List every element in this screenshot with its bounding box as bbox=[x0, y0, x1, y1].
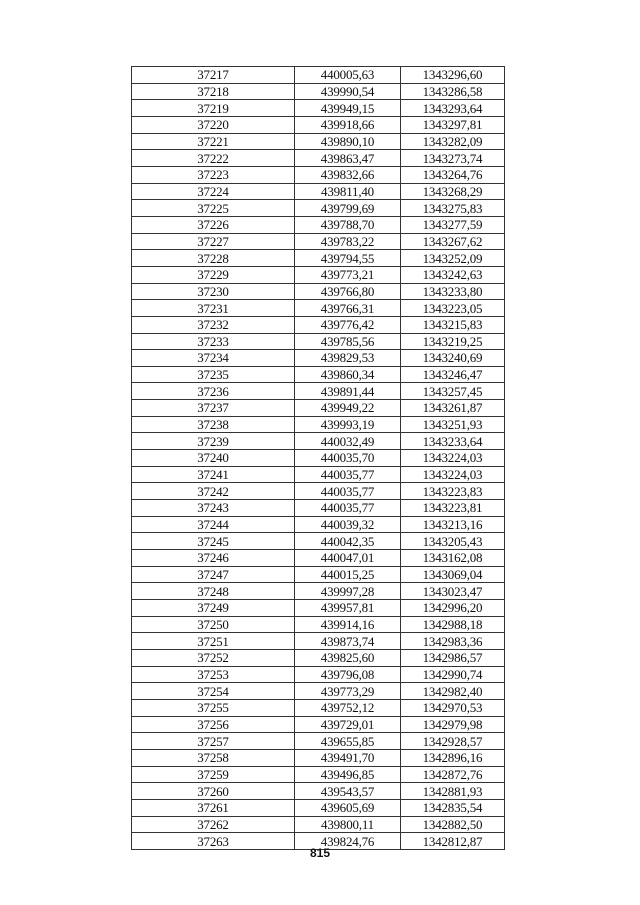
table-row bbox=[132, 166, 505, 183]
table-row bbox=[132, 516, 505, 533]
x-coordinate-cell: 440042,35 bbox=[295, 533, 401, 550]
y-coordinate-cell: 1342970,53 bbox=[401, 699, 505, 716]
x-coordinate-cell: 439811,40 bbox=[295, 183, 401, 200]
table-row bbox=[132, 316, 505, 333]
coordinates-table-body bbox=[132, 67, 505, 850]
x-coordinate-cell: 439863,47 bbox=[295, 150, 401, 167]
table-row bbox=[132, 550, 505, 567]
table-row bbox=[132, 283, 505, 300]
y-coordinate-cell: 1342990,74 bbox=[401, 666, 505, 683]
point-id-cell: 37219 bbox=[132, 100, 295, 117]
y-coordinate-cell: 1342881,93 bbox=[401, 783, 505, 800]
y-coordinate-cell: 1343069,04 bbox=[401, 566, 505, 583]
x-coordinate-cell: 440015,25 bbox=[295, 566, 401, 583]
y-coordinate-cell: 1343257,45 bbox=[401, 383, 505, 400]
y-coordinate-cell: 1342812,87 bbox=[401, 833, 505, 850]
table-row bbox=[132, 566, 505, 583]
table-row bbox=[132, 400, 505, 417]
table-row bbox=[132, 799, 505, 816]
x-coordinate-cell: 439825,60 bbox=[295, 649, 401, 666]
point-id-cell: 37221 bbox=[132, 133, 295, 150]
x-coordinate-cell: 439997,28 bbox=[295, 583, 401, 600]
table-row bbox=[132, 616, 505, 633]
y-coordinate-cell: 1342835,54 bbox=[401, 799, 505, 816]
point-id-cell: 37228 bbox=[132, 250, 295, 267]
y-coordinate-cell: 1343296,60 bbox=[401, 67, 505, 84]
x-coordinate-cell: 439773,21 bbox=[295, 266, 401, 283]
point-id-cell: 37218 bbox=[132, 83, 295, 100]
coordinates-table bbox=[131, 66, 505, 850]
point-id-cell: 37255 bbox=[132, 699, 295, 716]
x-coordinate-cell: 440039,32 bbox=[295, 516, 401, 533]
point-id-cell: 37233 bbox=[132, 333, 295, 350]
table-row bbox=[132, 483, 505, 500]
table-row bbox=[132, 150, 505, 167]
table-row bbox=[132, 433, 505, 450]
y-coordinate-cell: 1343277,59 bbox=[401, 216, 505, 233]
y-coordinate-cell: 1343273,74 bbox=[401, 150, 505, 167]
x-coordinate-cell: 439752,12 bbox=[295, 699, 401, 716]
y-coordinate-cell: 1343264,76 bbox=[401, 166, 505, 183]
x-coordinate-cell: 439794,55 bbox=[295, 250, 401, 267]
page-number: 815 bbox=[309, 846, 331, 860]
table-row bbox=[132, 749, 505, 766]
x-coordinate-cell: 439785,56 bbox=[295, 333, 401, 350]
x-coordinate-cell: 439824,76 bbox=[295, 833, 401, 850]
table-row bbox=[132, 350, 505, 367]
point-id-cell: 37258 bbox=[132, 749, 295, 766]
x-coordinate-cell: 439918,66 bbox=[295, 116, 401, 133]
point-id-cell: 37250 bbox=[132, 616, 295, 633]
y-coordinate-cell: 1343252,09 bbox=[401, 250, 505, 267]
table-row bbox=[132, 716, 505, 733]
table-row bbox=[132, 233, 505, 250]
table-row bbox=[132, 183, 505, 200]
table-row bbox=[132, 200, 505, 217]
x-coordinate-cell: 439829,53 bbox=[295, 350, 401, 367]
table-row bbox=[132, 583, 505, 600]
y-coordinate-cell: 1343224,03 bbox=[401, 466, 505, 483]
x-coordinate-cell: 439949,22 bbox=[295, 400, 401, 417]
x-coordinate-cell: 439776,42 bbox=[295, 316, 401, 333]
y-coordinate-cell: 1343215,83 bbox=[401, 316, 505, 333]
x-coordinate-cell: 439873,74 bbox=[295, 633, 401, 650]
table-row bbox=[132, 633, 505, 650]
y-coordinate-cell: 1343205,43 bbox=[401, 533, 505, 550]
y-coordinate-cell: 1342983,36 bbox=[401, 633, 505, 650]
x-coordinate-cell: 439832,66 bbox=[295, 166, 401, 183]
point-id-cell: 37251 bbox=[132, 633, 295, 650]
point-id-cell: 37247 bbox=[132, 566, 295, 583]
table-row bbox=[132, 649, 505, 666]
point-id-cell: 37262 bbox=[132, 816, 295, 833]
table-row bbox=[132, 67, 505, 84]
point-id-cell: 37243 bbox=[132, 500, 295, 517]
y-coordinate-cell: 1343242,63 bbox=[401, 266, 505, 283]
point-id-cell: 37259 bbox=[132, 766, 295, 783]
y-coordinate-cell: 1342882,50 bbox=[401, 816, 505, 833]
x-coordinate-cell: 439799,69 bbox=[295, 200, 401, 217]
x-coordinate-cell: 440035,77 bbox=[295, 466, 401, 483]
x-coordinate-cell: 439890,10 bbox=[295, 133, 401, 150]
y-coordinate-cell: 1342996,20 bbox=[401, 600, 505, 617]
y-coordinate-cell: 1343223,83 bbox=[401, 483, 505, 500]
y-coordinate-cell: 1343268,29 bbox=[401, 183, 505, 200]
x-coordinate-cell: 440005,63 bbox=[295, 67, 401, 84]
x-coordinate-cell: 439796,08 bbox=[295, 666, 401, 683]
table-row bbox=[132, 783, 505, 800]
y-coordinate-cell: 1343162,08 bbox=[401, 550, 505, 567]
x-coordinate-cell: 439949,15 bbox=[295, 100, 401, 117]
table-row bbox=[132, 100, 505, 117]
x-coordinate-cell: 439729,01 bbox=[295, 716, 401, 733]
x-coordinate-cell: 439766,31 bbox=[295, 300, 401, 317]
table-row bbox=[132, 733, 505, 750]
table-row bbox=[132, 533, 505, 550]
y-coordinate-cell: 1343261,87 bbox=[401, 400, 505, 417]
point-id-cell: 37261 bbox=[132, 799, 295, 816]
x-coordinate-cell: 439860,34 bbox=[295, 366, 401, 383]
table-row bbox=[132, 683, 505, 700]
point-id-cell: 37248 bbox=[132, 583, 295, 600]
table-row bbox=[132, 666, 505, 683]
table-row bbox=[132, 816, 505, 833]
x-coordinate-cell: 439543,57 bbox=[295, 783, 401, 800]
x-coordinate-cell: 439783,22 bbox=[295, 233, 401, 250]
point-id-cell: 37238 bbox=[132, 416, 295, 433]
y-coordinate-cell: 1342896,16 bbox=[401, 749, 505, 766]
table-row bbox=[132, 83, 505, 100]
point-id-cell: 37249 bbox=[132, 600, 295, 617]
point-id-cell: 37217 bbox=[132, 67, 295, 84]
point-id-cell: 37242 bbox=[132, 483, 295, 500]
y-coordinate-cell: 1343275,83 bbox=[401, 200, 505, 217]
point-id-cell: 37223 bbox=[132, 166, 295, 183]
point-id-cell: 37260 bbox=[132, 783, 295, 800]
x-coordinate-cell: 440032,49 bbox=[295, 433, 401, 450]
point-id-cell: 37241 bbox=[132, 466, 295, 483]
x-coordinate-cell: 440035,77 bbox=[295, 500, 401, 517]
point-id-cell: 37226 bbox=[132, 216, 295, 233]
x-coordinate-cell: 439766,80 bbox=[295, 283, 401, 300]
point-id-cell: 37235 bbox=[132, 366, 295, 383]
y-coordinate-cell: 1343297,81 bbox=[401, 116, 505, 133]
x-coordinate-cell: 439990,54 bbox=[295, 83, 401, 100]
point-id-cell: 37245 bbox=[132, 533, 295, 550]
x-coordinate-cell: 439891,44 bbox=[295, 383, 401, 400]
point-id-cell: 37252 bbox=[132, 649, 295, 666]
table-row bbox=[132, 466, 505, 483]
point-id-cell: 37239 bbox=[132, 433, 295, 450]
y-coordinate-cell: 1342982,40 bbox=[401, 683, 505, 700]
y-coordinate-cell: 1342988,18 bbox=[401, 616, 505, 633]
point-id-cell: 37256 bbox=[132, 716, 295, 733]
table-row bbox=[132, 333, 505, 350]
y-coordinate-cell: 1342872,76 bbox=[401, 766, 505, 783]
x-coordinate-cell: 439496,85 bbox=[295, 766, 401, 783]
table-row bbox=[132, 450, 505, 467]
y-coordinate-cell: 1342986,57 bbox=[401, 649, 505, 666]
y-coordinate-cell: 1343223,05 bbox=[401, 300, 505, 317]
y-coordinate-cell: 1343233,64 bbox=[401, 433, 505, 450]
table-row bbox=[132, 266, 505, 283]
x-coordinate-cell: 440047,01 bbox=[295, 550, 401, 567]
point-id-cell: 37231 bbox=[132, 300, 295, 317]
table-row bbox=[132, 250, 505, 267]
y-coordinate-cell: 1343213,16 bbox=[401, 516, 505, 533]
point-id-cell: 37253 bbox=[132, 666, 295, 683]
table-row bbox=[132, 600, 505, 617]
point-id-cell: 37222 bbox=[132, 150, 295, 167]
table-row bbox=[132, 383, 505, 400]
x-coordinate-cell: 439914,16 bbox=[295, 616, 401, 633]
y-coordinate-cell: 1343251,93 bbox=[401, 416, 505, 433]
y-coordinate-cell: 1343224,03 bbox=[401, 450, 505, 467]
point-id-cell: 37234 bbox=[132, 350, 295, 367]
point-id-cell: 37229 bbox=[132, 266, 295, 283]
y-coordinate-cell: 1342928,57 bbox=[401, 733, 505, 750]
table-row bbox=[132, 300, 505, 317]
point-id-cell: 37232 bbox=[132, 316, 295, 333]
table-row bbox=[132, 500, 505, 517]
point-id-cell: 37244 bbox=[132, 516, 295, 533]
x-coordinate-cell: 439605,69 bbox=[295, 799, 401, 816]
y-coordinate-cell: 1343267,62 bbox=[401, 233, 505, 250]
table-row bbox=[132, 416, 505, 433]
y-coordinate-cell: 1343219,25 bbox=[401, 333, 505, 350]
y-coordinate-cell: 1343023,47 bbox=[401, 583, 505, 600]
x-coordinate-cell: 439655,85 bbox=[295, 733, 401, 750]
point-id-cell: 37224 bbox=[132, 183, 295, 200]
x-coordinate-cell: 440035,77 bbox=[295, 483, 401, 500]
table-row bbox=[132, 766, 505, 783]
point-id-cell: 37237 bbox=[132, 400, 295, 417]
y-coordinate-cell: 1343240,69 bbox=[401, 350, 505, 367]
y-coordinate-cell: 1343223,81 bbox=[401, 500, 505, 517]
x-coordinate-cell: 440035,70 bbox=[295, 450, 401, 467]
y-coordinate-cell: 1343282,09 bbox=[401, 133, 505, 150]
point-id-cell: 37246 bbox=[132, 550, 295, 567]
y-coordinate-cell: 1343246,47 bbox=[401, 366, 505, 383]
point-id-cell: 37220 bbox=[132, 116, 295, 133]
x-coordinate-cell: 439993,19 bbox=[295, 416, 401, 433]
point-id-cell: 37230 bbox=[132, 283, 295, 300]
point-id-cell: 37236 bbox=[132, 383, 295, 400]
table-row bbox=[132, 133, 505, 150]
table-row bbox=[132, 699, 505, 716]
table-row bbox=[132, 116, 505, 133]
point-id-cell: 37257 bbox=[132, 733, 295, 750]
point-id-cell: 37254 bbox=[132, 683, 295, 700]
point-id-cell: 37225 bbox=[132, 200, 295, 217]
y-coordinate-cell: 1343233,80 bbox=[401, 283, 505, 300]
x-coordinate-cell: 439800,11 bbox=[295, 816, 401, 833]
y-coordinate-cell: 1342979,98 bbox=[401, 716, 505, 733]
table-row bbox=[132, 216, 505, 233]
x-coordinate-cell: 439957,81 bbox=[295, 600, 401, 617]
point-id-cell: 37240 bbox=[132, 450, 295, 467]
y-coordinate-cell: 1343293,64 bbox=[401, 100, 505, 117]
x-coordinate-cell: 439773,29 bbox=[295, 683, 401, 700]
x-coordinate-cell: 439788,70 bbox=[295, 216, 401, 233]
table-row bbox=[132, 366, 505, 383]
point-id-cell: 37263 bbox=[132, 833, 295, 850]
point-id-cell: 37227 bbox=[132, 233, 295, 250]
x-coordinate-cell: 439491,70 bbox=[295, 749, 401, 766]
y-coordinate-cell: 1343286,58 bbox=[401, 83, 505, 100]
